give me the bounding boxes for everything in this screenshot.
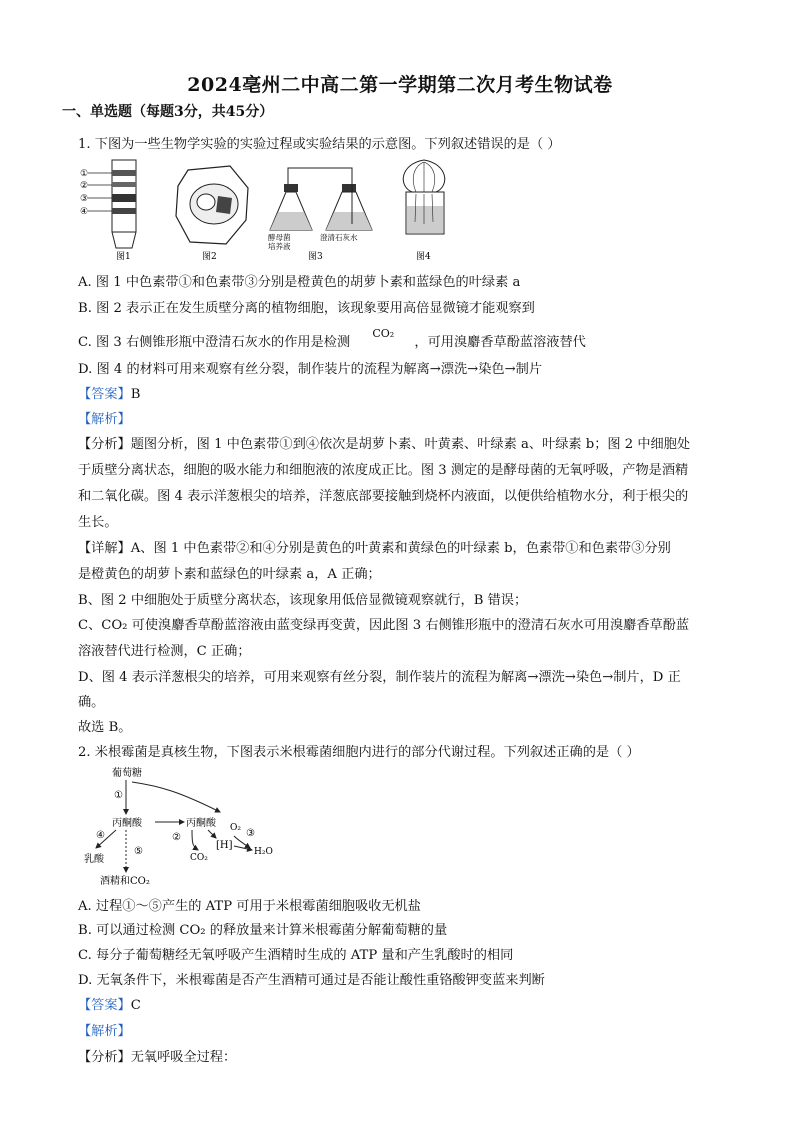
q1-option-a: A. 图 1 中色素带①和色素带③分别是橙黄色的胡萝卜素和蓝绿色的叶绿素 a	[78, 275, 521, 290]
xiangjie-tag: 【详解】	[78, 541, 131, 556]
q1-detail-line-2: 是橙黄色的胡萝卜素和蓝绿色的叶绿素 a，A 正确；	[78, 567, 381, 582]
answer-value: B	[130, 387, 141, 402]
q2-metabolism-diagram	[80, 766, 290, 888]
co2-product-label: CO₂	[190, 853, 208, 863]
fenxi-text: 题图分析，图 1 中色素带①到④依次是胡萝卜素、叶黄素、叶绿素 a、叶绿素 b；图 2 中细胞处	[130, 437, 691, 452]
answer-value: C	[130, 998, 141, 1013]
glucose-label: 葡萄糖	[112, 768, 142, 779]
detail-text: A、图 1 中色素带②和④分别是黄色的叶黄素和黄绿色的叶绿素 b，色素带①和色素带③分别	[130, 541, 671, 556]
q1-detail-line-6: D、图 4 表示洋葱根尖的培养，可用来观察有丝分裂，制作装片的流程为解离→漂洗→染色→制片，D 正	[78, 670, 681, 685]
q1-option-d: D. 图 4 的材料可用来观察有丝分裂，制作装片的流程为解离→漂洗→染色→制片	[78, 362, 543, 377]
step-2-label: ②	[172, 832, 181, 843]
o2-label: O₂	[230, 823, 241, 833]
flask-right-label: 澄清石灰水	[320, 233, 358, 242]
flask-left-label-1: 酵母菌	[268, 233, 291, 242]
flask-apparatus	[268, 168, 372, 262]
page-title: 2024亳州二中高二第一学期第二次月考生物试卷	[187, 74, 613, 96]
band-label-2: ②	[80, 181, 89, 191]
q2-fenxi	[78, 1049, 236, 1067]
co2-formula: CO₂	[372, 327, 395, 340]
h2o-label: H₂O	[254, 847, 273, 857]
q2-answer	[78, 997, 141, 1015]
q1-fenxi-line-4: 生长。	[78, 515, 118, 530]
flask-left-label-2: 培养液	[268, 242, 291, 251]
q1-fenxi-line-3: 和二氧化碳。图 4 表示洋葱根尖的培养，洋葱底部要接触到烧杯内液面，以便供给植物水分，利于根尖的	[78, 489, 689, 504]
section-heading: 一、单选题（每题3分，共45分）	[62, 104, 274, 120]
band-label-3: ③	[80, 194, 89, 204]
fenxi-tag: 【分析】	[78, 1050, 131, 1065]
answer-tag: 【答案】	[78, 998, 131, 1013]
fig3-caption: 图3	[308, 252, 323, 262]
fenxi-text: 无氧呼吸全过程：	[130, 1050, 237, 1065]
q1-fenxi-line-2: 于质壁分离状态，细胞的吸水能力和细胞液的浓度成正比。图 3 测定的是酵母菌的无氧呼吸，产物是酒精	[78, 463, 689, 478]
pyruvate-label-1: 丙酮酸	[112, 818, 142, 829]
q1-answer	[78, 386, 140, 404]
onion-beaker	[403, 160, 444, 262]
q1-detail-line-5: 溶液替代进行检测，C 正确；	[78, 644, 251, 659]
step-5-label: ⑤	[134, 846, 143, 857]
step-4-label: ④	[96, 830, 105, 841]
ethanol-co2-label: 酒精和CO₂	[100, 876, 150, 887]
question-1-stem: 1. 下图为一些生物学实验的实验过程或实验结果的示意图。下列叙述错误的是（ ）	[78, 137, 561, 152]
chromatography-strip	[80, 160, 136, 262]
q1-detail-line-3: B、图 2 中细胞处于质壁分离状态，该现象用低倍显微镜观察就行，B 错误；	[78, 593, 528, 608]
answer-tag: 【答案】	[78, 387, 131, 402]
q1-figure	[80, 158, 460, 263]
band-label-1: ①	[80, 169, 89, 179]
q1-fenxi-line-1	[78, 436, 690, 454]
step-3-label: ③	[246, 828, 255, 839]
question-2-stem: 2. 米根霉菌是真核生物，下图表示米根霉菌细胞内进行的部分代谢过程。下列叙述正确的是（ ）	[78, 745, 640, 760]
q1-detail-line-7: 确。	[78, 695, 105, 710]
fig2-caption: 图2	[202, 252, 217, 262]
fig4-caption: 图4	[416, 252, 431, 262]
lactic-acid-label: 乳酸	[84, 854, 104, 865]
q1-detail-line-1	[78, 540, 671, 558]
q1-detail-line-4: C、CO₂ 可使溴麝香草酚蓝溶液由蓝变绿再变黄，因此图 3 右侧锥形瓶中的澄清石灰水可用溴麝香草酚蓝	[78, 618, 690, 633]
fig1-caption: 图1	[116, 252, 131, 262]
fenxi-tag: 【分析】	[78, 437, 131, 452]
q1-analysis-tag: 【解析】	[78, 412, 131, 427]
h-label: [H]	[216, 840, 233, 851]
q2-option-c: C. 每分子葡萄糖经无氧呼吸产生酒精时生成的 ATP 量和产生乳酸时的相同	[78, 948, 514, 963]
q1-option-c-text: C. 图 3 右侧锥形瓶中澄清石灰水的作用是检测	[78, 335, 351, 350]
step-1-label: ①	[114, 790, 123, 801]
q1-option-c-tail: ，可用溴麝香草酚蓝溶液替代	[414, 335, 586, 350]
q1-option-c	[78, 327, 586, 352]
q1-detail-line-8: 故选 B。	[78, 720, 132, 735]
pyruvate-label-2: 丙酮酸	[186, 818, 216, 829]
q2-option-a: A. 过程①～⑤产生的 ATP 可用于米根霉菌细胞吸收无机盐	[78, 899, 421, 914]
q2-option-d: D. 无氧条件下，米根霉菌是否产生酒精可通过是否能让酸性重铬酸钾变蓝来判断	[78, 973, 545, 988]
q2-analysis-tag: 【解析】	[78, 1024, 131, 1039]
band-label-4: ④	[80, 207, 89, 217]
q2-option-b: B. 可以通过检测 CO₂ 的释放量来计算米根霉菌分解葡萄糖的量	[78, 923, 448, 938]
q1-option-b: B. 图 2 表示正在发生质壁分离的植物细胞，该现象要用高倍显微镜才能观察到	[78, 301, 535, 316]
plasmolysed-cell	[176, 166, 248, 262]
